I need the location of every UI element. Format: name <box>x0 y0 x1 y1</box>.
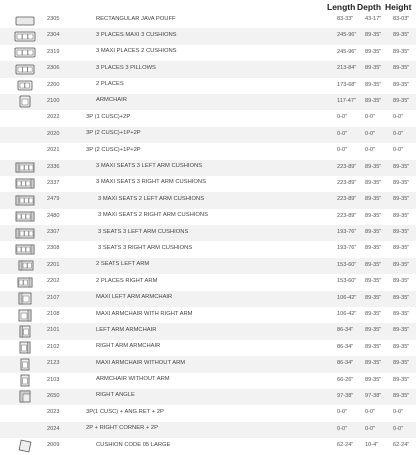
maxi-armchair-left-icon <box>14 293 36 305</box>
depth-value: 89-35" <box>365 212 382 219</box>
length-value: 86-34" <box>337 327 354 334</box>
length-value: 193-76" <box>337 245 357 252</box>
depth-value: 89-35" <box>365 48 382 55</box>
length-value: 223-89" <box>337 196 357 203</box>
maxi-armchair-right-icon <box>14 309 36 321</box>
product-description: 2 PLACES <box>96 81 124 88</box>
product-description: 3 SEATS 3 LEFT ARM CUSHIONS <box>98 228 189 235</box>
depth-value: 89-35" <box>365 294 382 301</box>
height-value: 89-35" <box>393 163 410 170</box>
table-row[interactable] <box>0 61 416 77</box>
height-value: 89-35" <box>393 294 410 301</box>
product-code: 2337 <box>47 179 60 186</box>
length-header: Length <box>327 2 356 12</box>
height-value: 89-35" <box>393 229 410 236</box>
depth-value: 89-35" <box>365 32 382 39</box>
length-value: 106-42" <box>337 294 357 301</box>
length-value: 0-0" <box>337 147 348 154</box>
product-code: 2336 <box>47 163 60 170</box>
product-description: 3 MAXI SEATS 2 LEFT ARM CUSHIONS <box>98 195 205 202</box>
height-value: 0-0" <box>393 147 404 154</box>
sofa-2-icon <box>14 80 36 92</box>
depth-value: 89-35" <box>365 163 382 170</box>
product-code: 2020 <box>47 130 60 137</box>
height-value: 83-03" <box>393 16 410 22</box>
height-value: 0-0" <box>393 114 404 121</box>
length-value: 223-89" <box>337 179 357 186</box>
armchair-no-arm-icon <box>14 358 36 370</box>
depth-value: 0-0" <box>365 425 376 432</box>
sofa-3-left-arm-icon <box>14 227 36 239</box>
length-value: 117-47" <box>337 97 356 104</box>
length-value: 0-0" <box>337 409 348 416</box>
height-value: 89-35" <box>393 376 410 383</box>
product-code: 2102 <box>47 343 60 350</box>
product-description: 2 PLACES RIGHT ARM <box>96 277 158 284</box>
product-description: 3P (1 CUSC)+2P <box>86 113 131 120</box>
height-value: 62-24" <box>393 442 410 449</box>
height-value: 0-0" <box>393 130 404 137</box>
height-value: 89-35" <box>393 311 410 318</box>
product-code: 2308 <box>47 245 60 252</box>
depth-value: 89-35" <box>365 278 382 285</box>
product-code: 2201 <box>47 261 60 268</box>
depth-value: 10-4" <box>365 442 379 449</box>
depth-value: 89-35" <box>365 229 382 236</box>
sofa-3-maxi-icon <box>14 30 36 42</box>
sofa-3-left-arm-icon <box>14 162 36 174</box>
product-description: MAXI ARMCHAIR WITH RIGHT ARM <box>96 310 193 317</box>
product-code: 2202 <box>47 278 60 285</box>
product-code: 2479 <box>47 196 60 203</box>
length-value: 213-84" <box>337 65 357 72</box>
thumbnail-empty <box>14 112 36 124</box>
sofa-2-right-arm-icon <box>14 276 36 288</box>
product-description: CUSHION CODE 05 LARGE <box>96 441 171 448</box>
depth-value: 89-35" <box>365 376 382 383</box>
thumbnail-empty <box>14 407 36 419</box>
depth-value: 0-0" <box>365 409 376 416</box>
height-value: 89-35" <box>393 360 410 367</box>
product-table <box>0 12 416 455</box>
length-value: 245-96" <box>337 32 357 39</box>
pouf-icon <box>14 14 36 26</box>
table-row[interactable] <box>0 78 416 94</box>
table-row[interactable] <box>0 291 416 307</box>
product-description: RIGHT ARM ARMCHAIR <box>96 343 161 350</box>
product-description: 3 MAXI SEATS 2 RIGHT ARM CUSHIONS <box>98 212 208 219</box>
cushion-icon <box>14 440 36 452</box>
product-code: 2650 <box>47 392 60 399</box>
product-code: 2101 <box>47 327 60 334</box>
sofa-3-left-arm-icon <box>14 194 36 206</box>
height-value: 89-35" <box>393 179 410 186</box>
product-code: 2306 <box>47 65 60 72</box>
product-description: 2P + RIGHT CORNER + 2P <box>86 425 158 432</box>
product-description: 3 MAXI PLACES 2 CUSHIONS <box>96 48 177 55</box>
height-value: 89-35" <box>393 261 410 268</box>
product-description: 3 SEATS 3 RIGHT ARM CUSHIONS <box>98 244 193 251</box>
sofa-3-icon <box>14 63 36 75</box>
height-value: 0-0" <box>393 409 404 416</box>
product-code: 2024 <box>47 425 60 432</box>
product-description: 3 PLACES 3 PILLOWS <box>96 64 156 71</box>
table-row[interactable] <box>0 110 416 126</box>
product-code: 2103 <box>47 376 60 383</box>
depth-value: 89-35" <box>365 343 382 350</box>
sofa-3-maxi-icon <box>14 47 36 59</box>
length-value: 193-76" <box>337 229 357 236</box>
table-row[interactable] <box>0 389 416 405</box>
product-description: 3P (2 CUSC)+1P+2P <box>86 130 141 137</box>
table-row[interactable] <box>0 438 416 454</box>
height-value: 89-35" <box>393 392 410 399</box>
thumbnail-empty <box>14 424 36 436</box>
product-description: 2 SEATS LEFT ARM <box>96 261 150 268</box>
length-value: 223-89" <box>337 212 357 219</box>
height-value: 89-35" <box>393 65 410 72</box>
length-value: 106-42" <box>337 311 357 318</box>
length-value: 86-34" <box>337 343 354 350</box>
table-row[interactable] <box>0 422 416 438</box>
depth-value: 89-35" <box>365 360 382 367</box>
corner-icon <box>14 391 36 403</box>
length-value: 153-60" <box>337 278 357 285</box>
table-row[interactable] <box>0 143 416 159</box>
length-value: 153-60" <box>337 261 357 268</box>
table-row[interactable] <box>0 274 416 290</box>
table-row[interactable] <box>0 160 416 176</box>
product-code: 2319 <box>47 48 60 55</box>
length-value: 0-0" <box>337 114 348 121</box>
product-description: 3 MAXI SEATS 3 LEFT ARM CUSHIONS <box>96 163 203 170</box>
product-code: 2480 <box>47 212 60 219</box>
table-row[interactable] <box>0 127 416 143</box>
table-row[interactable] <box>0 340 416 356</box>
product-description: 3P (2 CUSC)+1P+2P <box>86 146 141 153</box>
height-value: 89-35" <box>393 245 410 252</box>
product-code: 2009 <box>47 442 60 449</box>
product-code: 2307 <box>47 229 60 236</box>
depth-value: 89-35" <box>365 261 382 268</box>
product-description: 3P(1 CUSC) + ANG.RET + 2P <box>86 408 164 415</box>
table-row[interactable] <box>0 192 416 208</box>
depth-value: 89-35" <box>365 327 382 334</box>
product-description: ARMCHAIR <box>96 97 127 104</box>
depth-value: 43-17" <box>365 16 382 22</box>
height-value: 89-35" <box>393 81 410 88</box>
product-code: 2305 <box>47 16 60 22</box>
depth-value: 0-0" <box>365 130 376 137</box>
product-description: 3 MAXI SEATS 3 RIGHT ARM CUSHIONS <box>96 179 206 186</box>
product-description: RIGHT ANGLE <box>96 392 135 399</box>
length-value: 173-68" <box>337 81 357 88</box>
height-value: 89-35" <box>393 196 410 203</box>
table-row[interactable] <box>0 176 416 192</box>
thumbnail-empty <box>14 129 36 141</box>
depth-header: Depth <box>357 2 382 12</box>
table-row[interactable] <box>0 373 416 389</box>
height-value: 89-35" <box>393 32 410 39</box>
table-row[interactable] <box>0 209 416 225</box>
table-row[interactable] <box>0 241 416 257</box>
table-row[interactable] <box>0 356 416 372</box>
length-value: 83-33" <box>337 16 354 22</box>
product-code: 2022 <box>47 114 60 121</box>
armchair-right-icon <box>14 342 36 354</box>
sofa-3-right-arm-icon <box>14 178 36 190</box>
depth-value: 0-0" <box>365 147 376 154</box>
length-value: 62-24" <box>337 442 354 449</box>
table-row[interactable] <box>0 94 416 110</box>
height-value: 89-35" <box>393 97 410 104</box>
product-description: RECTANGULAR JAVA POUFF <box>96 15 176 22</box>
armchair-no-arm-icon <box>14 375 36 387</box>
length-value: 245-96" <box>337 48 357 55</box>
armchair-left-icon <box>14 325 36 337</box>
sofa-3-right-arm-icon <box>14 211 36 223</box>
depth-value: 89-35" <box>365 81 382 88</box>
product-code: 2304 <box>47 32 60 39</box>
height-value: 89-35" <box>393 48 410 55</box>
depth-value: 89-35" <box>365 97 382 104</box>
sofa-3-right-arm-icon <box>14 243 36 255</box>
table-row[interactable] <box>0 405 416 421</box>
height-value: 89-35" <box>393 278 410 285</box>
depth-value: 89-35" <box>365 311 382 318</box>
length-value: 223-89" <box>337 163 357 170</box>
height-value: 89-35" <box>393 343 410 350</box>
height-header: Height <box>385 2 412 12</box>
height-value: 0-0" <box>393 425 404 432</box>
product-description: 3 PLACES MAXI 3 CUSHIONS <box>96 31 177 38</box>
length-value: 97-38" <box>337 392 354 399</box>
table-row[interactable] <box>0 258 416 274</box>
product-code: 2200 <box>47 81 60 88</box>
table-row[interactable] <box>0 323 416 339</box>
product-description: LEFT ARM ARMCHAIR <box>96 326 157 333</box>
table-row[interactable] <box>0 45 416 61</box>
sofa-2-left-arm-icon <box>14 260 36 272</box>
length-value: 86-34" <box>337 360 354 367</box>
product-code: 2100 <box>47 97 60 104</box>
product-code: 2021 <box>47 147 60 154</box>
table-row[interactable] <box>0 28 416 44</box>
length-value: 0-0" <box>337 130 348 137</box>
depth-value: 89-35" <box>365 245 382 252</box>
thumbnail-empty <box>14 145 36 157</box>
table-row[interactable] <box>0 12 416 28</box>
height-value: 89-35" <box>393 212 410 219</box>
height-value: 89-35" <box>393 327 410 334</box>
armchair-icon <box>14 96 36 108</box>
product-code: 2107 <box>47 294 60 301</box>
depth-value: 89-35" <box>365 196 382 203</box>
depth-value: 89-35" <box>365 65 382 72</box>
product-code: 2023 <box>47 409 60 416</box>
product-description: MAXI ARMCHAIR WITHOUT ARM <box>96 359 186 366</box>
product-description: MAXI LEFT ARM ARMCHAIR <box>96 294 173 301</box>
depth-value: 97-38" <box>365 392 382 399</box>
length-value: 66-26" <box>337 376 354 383</box>
product-code: 2123 <box>47 360 60 367</box>
product-description: ARMCHAIR WITHOUT ARM <box>96 376 170 383</box>
depth-value: 0-0" <box>365 114 376 121</box>
depth-value: 89-35" <box>365 179 382 186</box>
product-code: 2108 <box>47 311 60 318</box>
length-value: 0-0" <box>337 425 348 432</box>
table-row[interactable] <box>0 307 416 323</box>
table-row[interactable] <box>0 225 416 241</box>
